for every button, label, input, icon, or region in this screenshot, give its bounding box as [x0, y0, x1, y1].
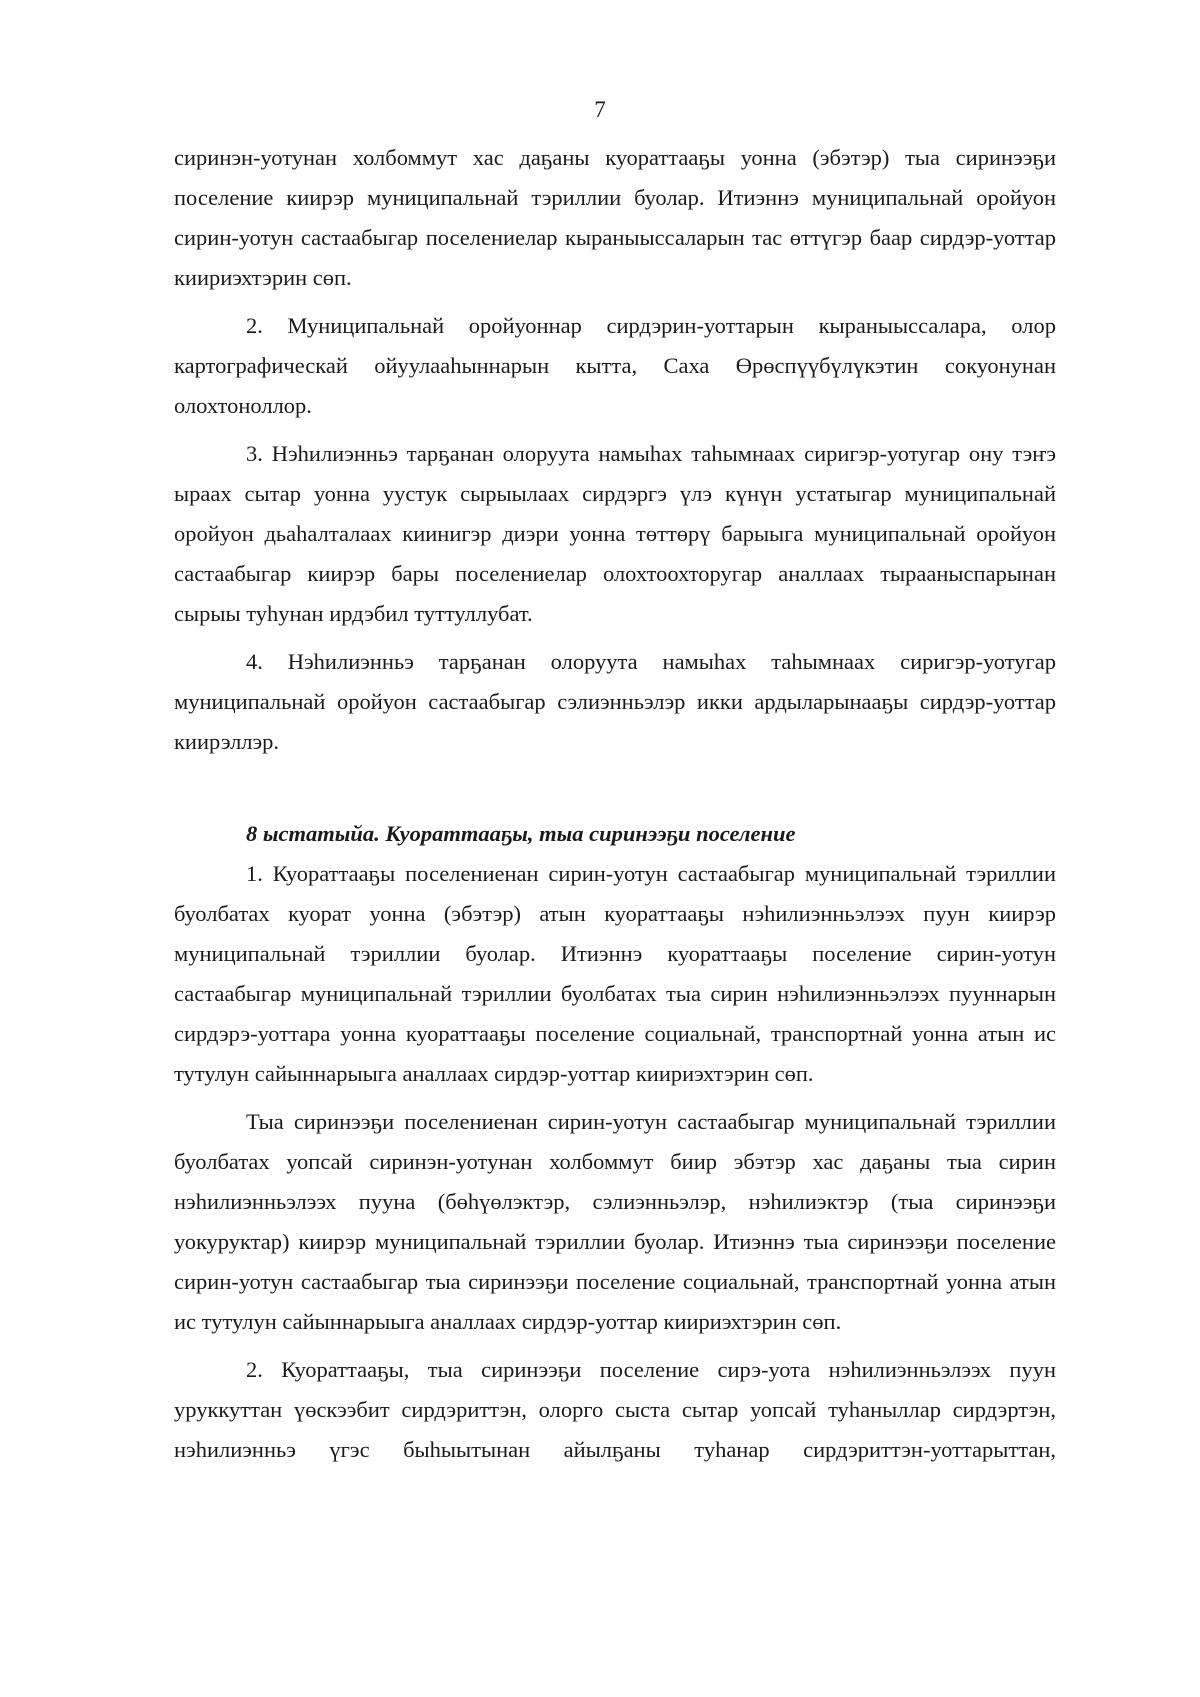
item-4-paragraph: 4. Нэһилиэнньэ тарҕанан олоруута намыһах таһымнаах сиригэр-уотугар муниципальнай оройуон састаабыгар сэлиэнньэлэр икки ардыларынааҕы сирдэр-уоттар киирэллэр. [174, 649, 1056, 754]
item-3-paragraph: 3. Нэһилиэнньэ тарҕанан олоруута намыһах таһымнаах сиригэр-уотугар ону тэҥэ ыраах сытар уонна уустук сырыылаах сирдэргэ үлэ күнүн устатыгар муниципальнай оройуон дьаһалталаах киинигэр диэри уонна төттөрү барыыга муниципальнай оройуон састаабыгар киирэр бары поселениелар олохтоохторугар аналлаах тырааныспарынан сырыы туһунан ирдэбил туттуллубат. [174, 441, 1056, 626]
page-content [174, 138, 1056, 1470]
item-2-paragraph: 2. Муниципальнай оройуоннар сирдэрин-уоттарын кыраныыссалара, олор картографическай ойуулааһыннарын кытта, Саха Өрөспүүбүлүкэтин сокуонунан олохтоноллор. [174, 313, 1056, 418]
article-paragraph-2: Тыа сиринээҕи поселениенан сирин-уотун састаабыгар муниципальнай тэриллии буолбатах уопсай сиринэн-уотунан холбоммут биир эбэтэр хас даҕаны тыа сирин нэһилиэнньэлээх пууна (бөһүөлэктэр, сэлиэнньэлэр, нэһилиэктэр (тыа сиринээҕи уокуруктар) киирэр муниципальнай тэриллии буолар. Итиэннэ тыа сиринээҕи поселение сирин-уотун састаабыгар тыа сиринээҕи поселение социальнай, транспортнай уонна атын ис тутулун сайыннарыыга аналлаах сирдэр-уоттар киириэхтэрин сөп. [174, 1109, 1056, 1334]
article-paragraph-3: 2. Куораттааҕы, тыа сиринээҕи поселение сирэ-уота нэһилиэнньэлээх пуун уруккуттан үөскээбит сирдэриттэн, олорго сыста сытар уопсай туһаныллар сирдэртэн, нэһилиэнньэ үгэс быһыытынан айылҕаны туһанар сирдэриттэн-уоттарыттан, [174, 1357, 1056, 1462]
article-paragraph-1: 1. Куораттааҕы поселениенан сирин-уотун састаабыгар муниципальнай тэриллии буолбатах куорат уонна (эбэтэр) атын куораттааҕы нэһилиэнньэлээх пуун киирэр муниципальнай тэриллии буолар. Итиэннэ куораттааҕы поселение сирин-уотун састаабыгар муниципальнай тэриллии буолбатах тыа сирин нэһилиэнньэлээх пууннарын сирдэрэ-уоттара уонна куораттааҕы поселение социальнай, транспортнай уонна атын ис тутулун сайыннарыыга аналлаах сирдэр-уоттар киириэхтэрин сөп. [174, 861, 1056, 1086]
continuation-paragraph: сиринэн-уотунан холбоммут хас даҕаны куораттааҕы уонна (эбэтэр) тыа сиринээҕи поселение киирэр муниципальнай тэриллии буолар. Итиэннэ муниципальнай оройуон сирин-уотун састаабыгар поселениелар кыраныыссаларын тас өттүгэр баар сирдэр-уоттар киириэхтэрин сөп. [174, 145, 1056, 290]
article-heading: 8 ыстатыйа. Куораттааҕы, тыа сиринээҕи поселение [246, 821, 796, 846]
page-number: 7 [594, 97, 606, 122]
